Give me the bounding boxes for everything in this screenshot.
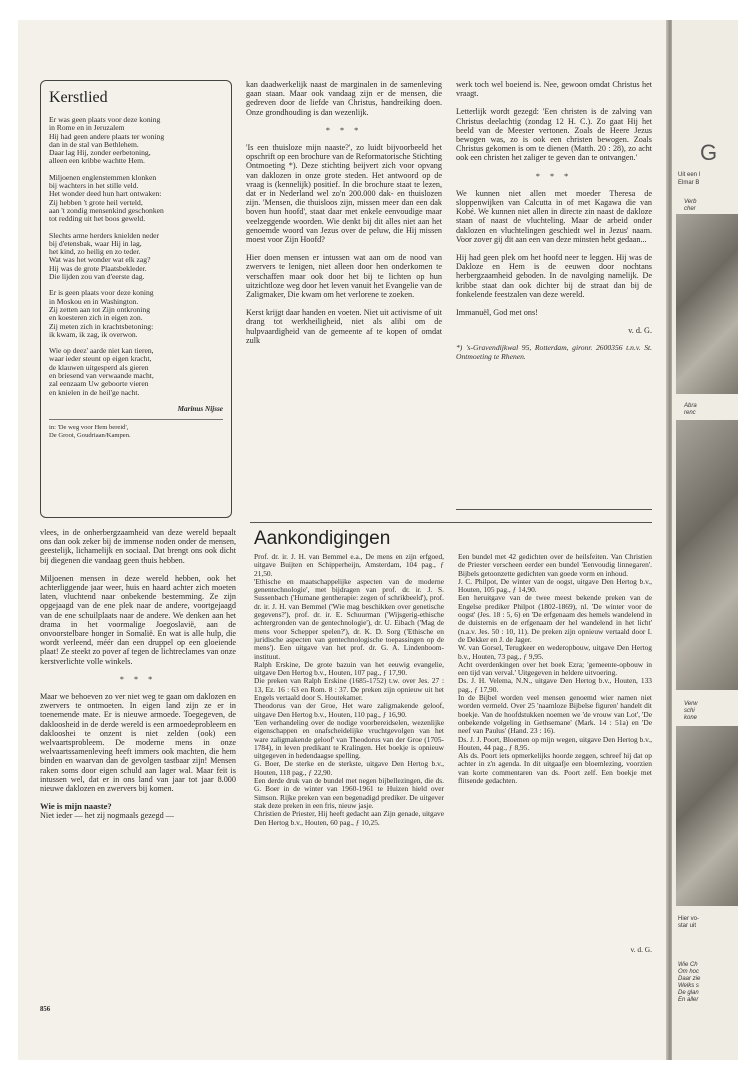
poem-line: Daar lag Hij, zonder eerbetoning, <box>49 148 151 158</box>
announcement-entry: Acht overdenkingen over het boek Ezra; 'gemeente-opbouw in een tijd van verval.' Uitgegeven in heldere uitvoering. <box>458 659 652 678</box>
paragraph: werk toch wel boeiend is. Nee, gewoon omdat Christus het vraagt. <box>456 80 652 99</box>
paragraph: kan daadwerkelijk naast de marginalen in de samenleving gaan staan. Maar ook vandaag zijn er de mensen, die gedreven door de liefde van Christus, handreiking doen. Onze grondhouding is dan wezenlijk. <box>246 80 442 117</box>
poem-line: en briesend van verwaande macht, <box>49 371 154 381</box>
poem-line: en koesteren zich in eigen zon. <box>49 313 143 323</box>
paragraph: We kunnen niet allen met moeder Theresa de sloppenwijken van Calcutta in of met Kagawa die van Kobé. We kunnen niet allen in directe zin naast de dakloze staan of naast de vluchteling. Maar de arbeid onder daklozen en vluchtelingen geschiedt wel in Jezus' naam. Voor zover gij dit aan een van deze minsten hebt gedaan... <box>456 188 652 244</box>
right-page-caption: Verw <box>684 701 698 707</box>
announcement-entry: Ds. J. H. Velema, N.N., uitgave Den Hertog b.v., Houten, 133 pag., ƒ 17,90. <box>458 676 652 694</box>
poem-line: zal eenzaam Uw geboorte vieren <box>49 379 149 389</box>
announcement-entry: Die preken van Ralph Erskine (1685-1752) t.w. over Jes. 27 : 13, Ez. 16 : 63 en Rom. 8 : 37. De preken zijn opnieuw uit het Engels vertaald door S. Houtekamer. <box>254 676 444 703</box>
poem-line: het kind, zo heilig en zo teder. <box>49 247 141 257</box>
announcement-entry: Een bundel met 42 gedichten over de heilsfeiten. Van Christien de Priester verscheen eerder een bundel 'Eenvoudig linnegaren'. Bijbels getoonzette gedichten van goede vorm en inhoud. <box>458 552 652 578</box>
right-page-line: Uit een l <box>678 172 701 178</box>
right-page-initial: G <box>700 140 718 165</box>
paragraph: Miljoenen mensen in deze wereld hebben, ook het achterliggende jaar weer, huis en haard achter zich moeten laten, vluchtend naar onbekende bestemming. Ze zijn opgejaagd van de ene plek naar de andere, voortgejaagd van de ene schuilplaats naar de andere. We denken aan het drama in het voormalige Joegoslavië, aan de onvoorstelbare honger in Somalië. En wat is alle hulp, die wordt verleend, méér dan een druppel op een gloeiende plaat! Ze steekt zo pover af tegen de lichtreclames van onze kerstverlichte volle winkels. <box>40 573 236 666</box>
section-heading: Wie is mijn naaste? <box>40 801 112 812</box>
announcements-signature: v. d. G. <box>630 945 652 954</box>
announcements-rule <box>250 522 652 523</box>
article-column-3 <box>456 80 652 371</box>
section-divider: * * * <box>535 171 573 181</box>
poem-line: Zij meten zich in krachtsbetoning: <box>49 321 154 331</box>
poem-source-line-1: in: 'De weg voor Hem bereid', <box>49 423 129 431</box>
announcement-entry: 'Ethische en maatschappelijke aspecten van de moderne genentechnologie', met bijdragen van prof. dr. ir. J. S. Sussenbach ('Humane gentherapie: zegen of schrikbeeld'), prof. dr. ir. J. H. van Bemmel ('Wie mag beschikken over genetische gegevens?'), prof. dr. ir. E. Schuurman ('Wijsgerig-ethische achtergronden van de gentechnologie'), dr. U. Eibach ('Mag de mens voor Schepper spelen?'), dr. K. D. Sorg ('Ethische en juridische aspecten van gentechnologische toepassingen op de mens'). Een uitgave van het prof. dr. G. A. Lindenboom-instituut. <box>254 576 444 661</box>
poem-line: Er was geen plaats voor deze koning <box>49 115 161 124</box>
right-page-poem-line: Om hoc <box>678 969 700 975</box>
right-page-poem-line: Welks s <box>678 983 699 989</box>
poem-stanza <box>49 232 223 282</box>
poem-line: Zij zetten aan tot Zijn ontkroning <box>49 304 151 314</box>
poem-line: bij d'etensbak, waar Hij in lag, <box>49 238 142 248</box>
poem-line: Wie op deez' aarde niet kan tieren, <box>49 346 154 356</box>
right-page-illustration <box>676 214 738 394</box>
poem-line: dan in de stal van Bethlehem. <box>49 139 139 149</box>
poem-line: in Rome en in Jeruzalem <box>49 123 125 133</box>
right-page-poem-line: De glan <box>678 990 699 996</box>
paragraph: Niet ieder — het zij nogmaals gezegd — <box>40 811 174 821</box>
paragraph: Immanuël, God met ons! <box>456 308 538 318</box>
right-page-caption: star uit <box>678 923 697 929</box>
footnote-rule <box>456 509 652 510</box>
paragraph: Maar we behoeven zo ver niet weg te gaan om daklozen en zwervers te ontmoeten. In eigen land zijn ze er in toenemende mate. Er is nieuwe armoede. Toegegeven, de dakloosheid in de derde wereld is een armoedeprobleem en daklooshei te onzent is niet zelden (ook) een welvaartsprobleem. De moderne mens in onze welvaartssamenleving heeft immers ook machten, die hem binden en waarvan dan de gevolgen tastbaar zijn! Mensen raken soms door eigen schuld aan lager wal. Maar feit is intussen wel, dat er in ons land van jaar tot jaar 8.000 nieuwe daklozen en zwervers bij komen. <box>40 692 236 794</box>
announcement-entry: Ds. J. J. Poort, Bloemen op mijn wegen, uitgave Den Hertog b.v., Houten, 44 pag., ƒ 8,95. <box>458 734 652 752</box>
poem-line: de klauwen uitgesperd als gieren <box>49 362 149 372</box>
right-page-caption: Abra <box>684 403 697 409</box>
poem-stanza <box>49 289 223 339</box>
poem-line: Miljoenen englenstemmen klonken <box>49 172 157 182</box>
announcement-entry: Een derde druk van de bundel met negen bijbellezingen, die ds. G. Boer in de winter van 1960-1961 te Huizen hield over Simson. Rijke preken van een begenadigd prediker. De uitgever stak deze preken in een fris, nieuw jasje. <box>254 776 444 810</box>
paragraph: Hier doen mensen er intussen wat aan om de nood van zwervers te lenigen, niet alleen door hen onderkomen te verschaffen maar ook door het bij te lichten op hun uitzichtloze weg door het leven vanuit het Evangelie van de Zaligmaker, Die kwam om het verlorene te zoeken. <box>246 253 442 300</box>
poem-line: Slechts arme herders knielden neder <box>49 230 160 240</box>
announcements-title: Aankondigingen <box>254 528 391 549</box>
announcements-right-column <box>458 553 652 785</box>
right-page-line: Elmar B <box>678 180 700 186</box>
poem-source <box>49 419 223 439</box>
right-page-illustration <box>676 420 738 690</box>
announcement-entry: Christien de Priester, Hij heeft gedacht aan Zijn genade, uitgave Den Hertog b.v., Houten, 60 pag., ƒ 10,25. <box>254 809 444 827</box>
paragraph: Letterlijk wordt gezegd: 'Een christen is de zalving van Christus deelachtig (zondag 12 H. C.). Zo gaat Hij het beeld van de Meester vertonen. Zoals de Heere Jezus bewogen was, zo is ook een christen bewogen. Zoals Christus gekomen is om te dienen (Matth. 20 : 28), zo acht ook een christen het zaliger te geven dan te ontvangen.' <box>456 107 652 163</box>
poem-line: Hij had geen andere plaats ter woning <box>49 131 165 141</box>
right-page-caption: Hier vo- <box>678 916 700 922</box>
announcement-entry: Theodorus van der Groe, Het ware zaligmakende geloof, uitgave Den Hertog b.v., Houten, 110 pag., ƒ 16,90. <box>254 701 444 719</box>
right-page-caption: Verb <box>684 199 697 205</box>
announcement-entry: G. Boer, De sterke en de sterkste, uitgave Den Hertog b.v., Houten, 118 pag., ƒ 22,90. <box>254 759 444 777</box>
announcement-entry: Een heruitgave van de twee meest bekende preken van de Engelse prediker Philpot (1802-1869), nl. 'De winter voor de oogst' (Jes. 18 : 5, 6) en 'De erfgenaam des hemels wandelend in de duisternis en de erfgenaam der hel wandelend in het licht' (n.a.v. Jes. 50 : 10, 11). De preken zijn opnieuw vertaald door I. de Dekker en J. de Jager. <box>458 593 652 644</box>
poem-stanza <box>49 174 223 224</box>
poem-line: Zij hebben 't grote heil verteld, <box>49 197 143 207</box>
poem-stanza <box>49 116 223 166</box>
right-page-poem-line: Daar zie <box>678 976 701 982</box>
right-page-illustration <box>676 726 738 906</box>
poem-line: aan 't zondig mensenkind geschonken <box>49 205 164 215</box>
paragraph: vlees, in de onherbergzaamheid van deze wereld bepaalt ons dan ook zeker bij de immense noden onder de mensen, geestelijk, lichamelijk en sociaal. Dat brengt ons ook dicht bij diegenen die vandaag geen thuis hebben. <box>40 528 236 565</box>
poem-line: ik kwam, ik zag, ik overwon. <box>49 329 138 339</box>
section-divider: * * * <box>325 125 363 135</box>
poem-stanza <box>49 347 223 397</box>
poem-line: Wat was het wonder wat elk zag? <box>49 255 151 265</box>
announcement-entry: 'Een verhandeling over de nodige voorbereidselen, wezenlijke eigenschappen en onafscheidelijke vruchtgevolgen van het ware zaligmakende geloof' van Theodorus van der Groe (1705-1784), in leven predikant te Kralingen. Het boekje is opnieuw uitgegeven in hedendaagse spelling. <box>254 717 444 761</box>
right-page-poem-line: En aller <box>678 997 699 1003</box>
right-page-caption: renc <box>684 410 696 416</box>
article-column-2 <box>246 80 442 354</box>
poem-title: Kerstlied <box>49 89 108 106</box>
paragraph: Kerst krijgt daar handen en voeten. Niet uit activisme of uit drang tot werkheiligheid, niet als alibi om de hulpvaardigheid van de gemeente af te kopen of omdat zulk <box>246 308 442 345</box>
section-divider: * * * <box>119 674 157 684</box>
article-column-1 <box>40 528 236 830</box>
announcement-entry: Als ds. Poort iets opmerkelijks hoorde zeggen, schreef hij dat op achter in z'n agenda. In dit uitgaafje een bloemlezing, voorzien van korte commentaren van ds. Poort zelf. Een boekje met flitsende gedachten. <box>458 751 652 786</box>
right-page-caption: cher <box>684 206 696 212</box>
poem-line: waar ieder steunt op eigen kracht, <box>49 354 152 364</box>
announcement-entry: In de Bijbel worden veel mensen genoemd wier namen niet worden vermeld. Over 25 'naamloze Bijbelse figuren' handelt dit boekje. Van de hoofdstukken noemen we 'de vrouw van Lot', 'De onbekende volgeling in Gethsemane' (Mark. 14 : 51a) en 'De neef van Paulus' (Hand. 23 : 16). <box>458 693 652 736</box>
paragraph: 'Is een thuisloze mijn naaste?', zo luidt bijvoorbeeld het opschrift op een brochure van de Reformatorische Stichting Ontmoeting *). Deze stichting beijvert zich voor opvang van daklozen in onze grote steden. Het antwoord op de vraag is (kennelijk) positief. In die brochure staat te lezen, dat er in Nederland wel zo'n 200.000 dak- en thuislozen zijn. 'Mensen, die thuisloos zijn, missen meer dan een dak boven hun hoofd', staat daar met enkele eenvoudige maar veelzeggende woorden. Wie denkt bij dit alles niet aan het genoemde woord van Jezus over de peluw, die Hij missen moest voor Zijn Hoofd? <box>246 143 442 245</box>
poem-line: Er is geen plaats voor deze koning <box>49 288 154 298</box>
poem-line: en knielen in de heil'ge nacht. <box>49 387 140 397</box>
poem-line: Hij was de grote Plaatsbekleder. <box>49 263 147 273</box>
page-number: 856 <box>40 1006 51 1013</box>
signature: v. d. G. <box>628 326 652 336</box>
poem-line: Het wonder deed hun hart ontwaken: <box>49 189 162 199</box>
poem-box <box>40 80 232 518</box>
announcement-entry: W. van Gorsel, Terugkeer en wederopbouw, uitgave Den Hertog b.v., Houten, 73 pag., ƒ 9,95. <box>458 643 652 661</box>
announcements-left-column <box>254 553 444 827</box>
poem-author: Marinus Nijsse <box>177 404 223 413</box>
poem-line: alleen een kribbe wachtte Hem. <box>49 156 145 166</box>
poem-line: tot redding uit het boos geweld. <box>49 214 146 224</box>
announcement-entry: J. C. Philpot, De winter van de oogst, uitgave Den Hertog b.v., Houten, 105 pag., ƒ 14,90. <box>458 576 652 595</box>
footnote: *) 's-Gravendijkwal 95, Rotterdam, gironr. 2600356 t.n.v. St. Ontmoeting te Rhenen. <box>456 343 652 362</box>
poem-stanzas <box>49 116 223 397</box>
announcement-entry: Ralph Erskine, De grote bazuin van het eeuwig evangelie, uitgave Den Hertog b.v., Houten, 107 pag., ƒ 17,90. <box>254 659 444 678</box>
announcement-entry: Prof. dr. ir. J. H. van Bemmel e.a., De mens en zijn erfgoed, uitgave Buijten en Schipperheijn, Amsterdam, 104 pag., ƒ 21,50. <box>254 552 444 578</box>
right-page-caption: kone <box>684 715 698 721</box>
poem-source-line-2: De Groot, Goudriaan/Kampen. <box>49 431 131 439</box>
poem-line: Die lijden zou van d'eerste dag. <box>49 272 145 282</box>
paragraph: Hij had geen plek om het hoofd neer te leggen. Hij was de Dakloze en Hem is de eeuwen door nochtans herbergzaamheid geboden. In de navolging namelijk. De kribbe staat dan ook dichter bij de straat dan bij de fonkelende feestzalen van deze wereld. <box>456 253 652 299</box>
right-page-poem-line: Wie Ch <box>678 962 698 968</box>
poem-line: in Moskou en in Washington. <box>49 296 139 306</box>
poem-line: bij wachters in het stille veld. <box>49 181 139 191</box>
right-page-caption: schi <box>684 708 695 714</box>
